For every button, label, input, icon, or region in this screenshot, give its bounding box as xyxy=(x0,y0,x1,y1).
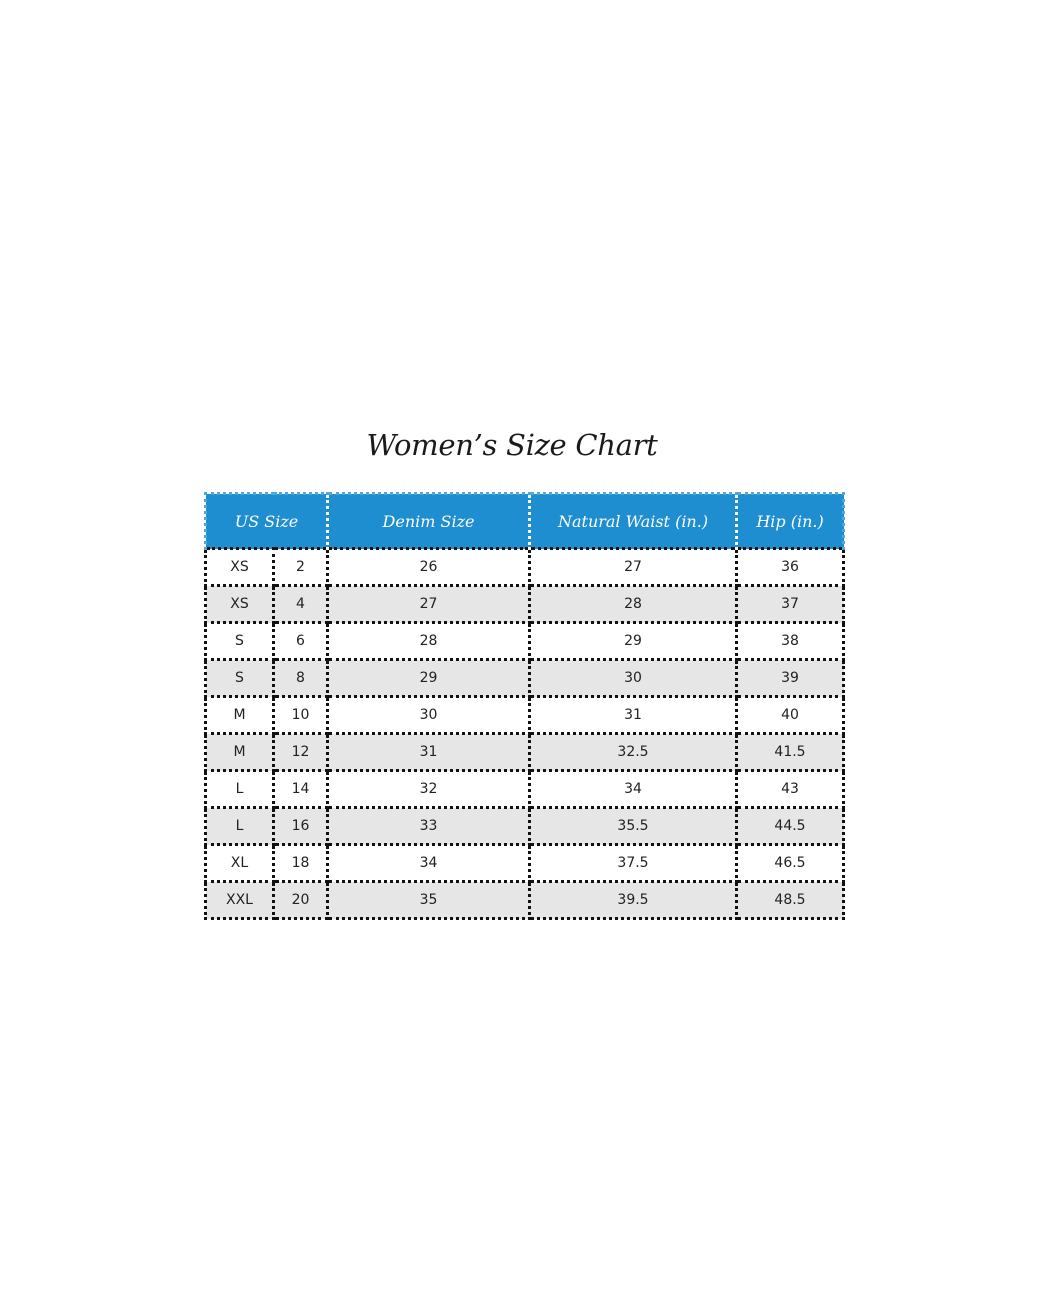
cell-us-number: 4 xyxy=(274,586,328,623)
cell-us-letter: S xyxy=(206,623,274,660)
cell-hip: 44.5 xyxy=(737,808,844,845)
cell-hip: 43 xyxy=(737,771,844,808)
page-title: Women’s Size Chart xyxy=(366,428,658,462)
table-row xyxy=(206,734,844,771)
table-row xyxy=(206,845,844,882)
header-hip: Hip (in.) xyxy=(737,494,844,549)
cell-denim-size: 28 xyxy=(328,623,530,660)
header-us-size: US Size xyxy=(206,494,328,549)
cell-us-number: 6 xyxy=(274,623,328,660)
cell-natural-waist: 28 xyxy=(530,586,737,623)
cell-denim-size: 30 xyxy=(328,697,530,734)
cell-denim-size: 35 xyxy=(328,882,530,919)
cell-us-letter: XS xyxy=(206,549,274,586)
table-row xyxy=(206,771,844,808)
cell-natural-waist: 31 xyxy=(530,697,737,734)
cell-denim-size: 34 xyxy=(328,845,530,882)
cell-natural-waist: 39.5 xyxy=(530,882,737,919)
cell-us-number: 14 xyxy=(274,771,328,808)
cell-natural-waist: 34 xyxy=(530,771,737,808)
cell-natural-waist: 30 xyxy=(530,660,737,697)
cell-natural-waist: 27 xyxy=(530,549,737,586)
cell-us-letter: M xyxy=(206,697,274,734)
cell-hip: 36 xyxy=(737,549,844,586)
cell-hip: 37 xyxy=(737,586,844,623)
header-natural-waist: Natural Waist (in.) xyxy=(530,494,737,549)
cell-us-number: 20 xyxy=(274,882,328,919)
cell-denim-size: 33 xyxy=(328,808,530,845)
cell-us-letter: L xyxy=(206,771,274,808)
cell-denim-size: 29 xyxy=(328,660,530,697)
cell-us-letter: XXL xyxy=(206,882,274,919)
cell-hip: 41.5 xyxy=(737,734,844,771)
cell-natural-waist: 29 xyxy=(530,623,737,660)
cell-hip: 39 xyxy=(737,660,844,697)
table-row xyxy=(206,623,844,660)
table-row xyxy=(206,549,844,586)
cell-natural-waist: 37.5 xyxy=(530,845,737,882)
cell-denim-size: 31 xyxy=(328,734,530,771)
table-row xyxy=(206,808,844,845)
cell-denim-size: 26 xyxy=(328,549,530,586)
cell-us-number: 2 xyxy=(274,549,328,586)
table-row xyxy=(206,882,844,919)
cell-us-letter: M xyxy=(206,734,274,771)
cell-denim-size: 32 xyxy=(328,771,530,808)
header-row xyxy=(206,494,844,549)
cell-us-letter: XS xyxy=(206,586,274,623)
cell-hip: 40 xyxy=(737,697,844,734)
table-row xyxy=(206,697,844,734)
cell-us-number: 16 xyxy=(274,808,328,845)
cell-hip: 46.5 xyxy=(737,845,844,882)
cell-hip: 38 xyxy=(737,623,844,660)
cell-us-number: 8 xyxy=(274,660,328,697)
cell-denim-size: 27 xyxy=(328,586,530,623)
cell-us-letter: XL xyxy=(206,845,274,882)
cell-us-number: 12 xyxy=(274,734,328,771)
table-row xyxy=(206,660,844,697)
cell-hip: 48.5 xyxy=(737,882,844,919)
cell-us-number: 10 xyxy=(274,697,328,734)
cell-natural-waist: 35.5 xyxy=(530,808,737,845)
cell-us-letter: L xyxy=(206,808,274,845)
table-row xyxy=(206,586,844,623)
cell-natural-waist: 32.5 xyxy=(530,734,737,771)
cell-us-number: 18 xyxy=(274,845,328,882)
cell-us-letter: S xyxy=(206,660,274,697)
size-chart-table xyxy=(204,492,845,920)
header-denim-size: Denim Size xyxy=(328,494,530,549)
